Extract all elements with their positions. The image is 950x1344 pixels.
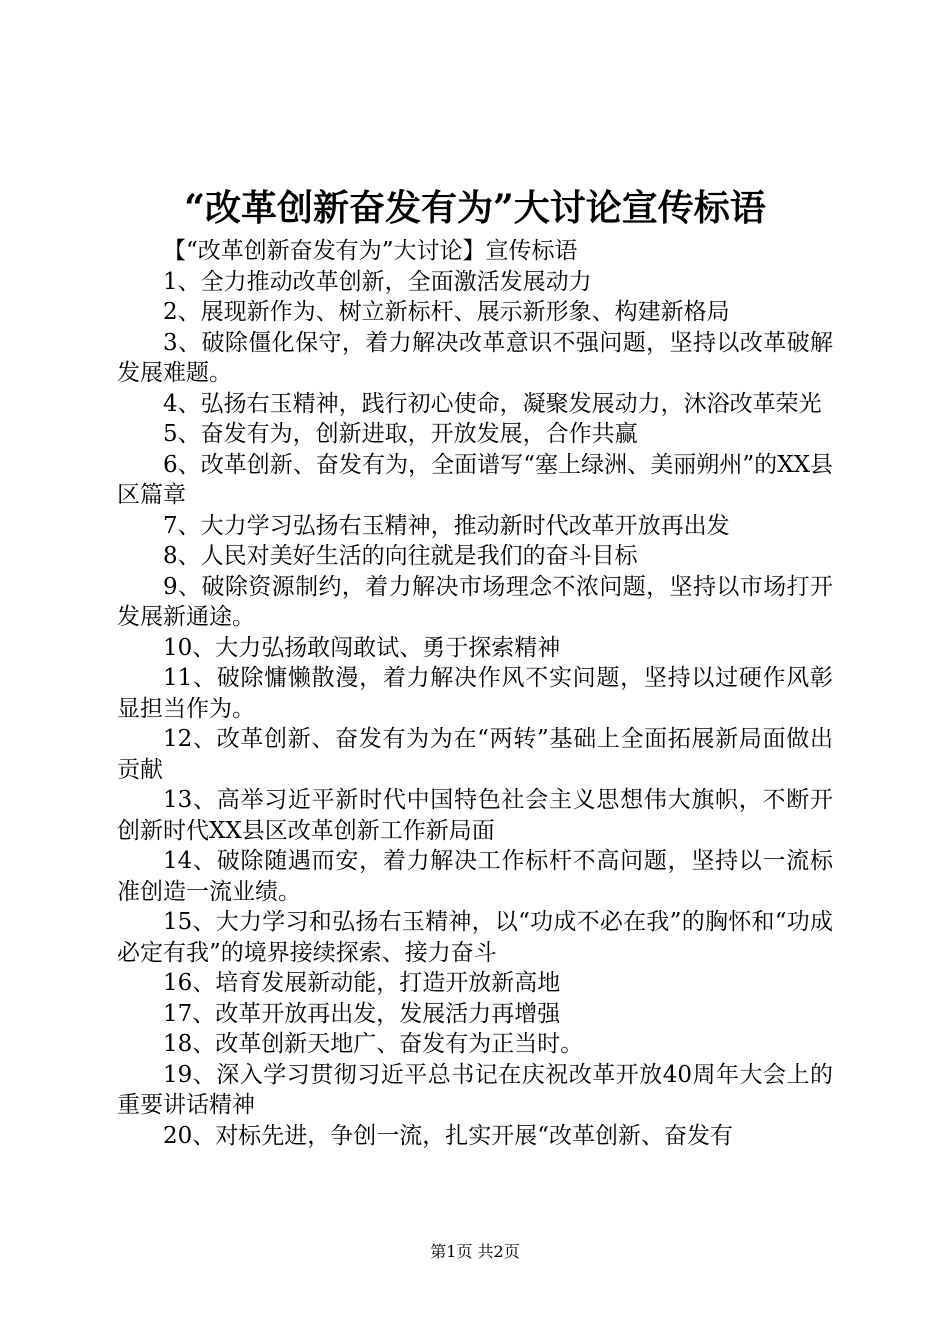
slogan-item: 9、破除资源制约，着力解决市场理念不浓问题，坚持以市场打开发展新通途。: [117, 573, 833, 630]
slogan-item: 1、全力推动改革创新，全面激活发展动力: [163, 268, 592, 295]
slogan-item: 13、高举习近平新时代中国特色社会主义思想伟大旗帜，不断开创新时代XX县区改革创新工作新局面: [117, 787, 833, 844]
slogan-item: 4、弘扬右玉精神，践行初心使命，凝聚发展动力，沐浴改革荣光: [163, 390, 822, 417]
document-title: “改革创新奋发有为”大讨论宣传标语: [184, 187, 766, 229]
slogan-item: 18、改革创新天地广、奋发有为正当时。: [163, 1031, 584, 1057]
slogan-item: 10、大力弘扬敢闯敢试、勇于探索精神: [163, 634, 561, 661]
slogan-item: 5、奋发有为，创新进取，开放发展，合作共赢: [163, 421, 638, 447]
slogan-item: 17、改革开放再出发，发展活力再增强: [163, 1000, 561, 1027]
slogan-item: 14、破除随遇而安，着力解决工作标杆不高问题，坚持以一流标准创造一流业绩。: [117, 848, 833, 905]
slogan-item: 2、展现新作为、树立新标杆、展示新形象、构建新格局: [163, 299, 730, 325]
slogan-item: 6、改革创新、奋发有为，全面谱写“塞上绿洲、美丽朔州”的XX县区篇章: [117, 451, 833, 508]
page-footer: 第1页 共2页: [430, 1242, 520, 1261]
slogan-item: 19、深入学习贯彻习近平总书记在庆祝改革开放40周年大会上的重要讲话精神: [117, 1061, 833, 1118]
paragraph-heading: 【“改革创新奋发有为”大讨论】宣传标语: [163, 238, 578, 264]
slogan-item: 8、人民对美好生活的向往就是我们的奋斗目标: [163, 543, 638, 569]
slogan-item: 16、培育发展新动能，打造开放新高地: [163, 970, 561, 996]
document-body: [117, 236, 833, 1151]
slogan-item: 11、破除慵懒散漫，着力解决作风不实问题，坚持以过硬作风彰显担当作为。: [117, 665, 833, 722]
slogan-item: 3、破除僵化保守，着力解决改革意识不强问题，坚持以改革破解发展难题。: [117, 329, 833, 386]
slogan-item: 7、大力学习弘扬右玉精神，推动新时代改革开放再出发: [163, 512, 730, 539]
slogan-item: 20、对标先进，争创一流，扎实开展“改革创新、奋发有: [163, 1122, 734, 1149]
slogan-item: 15、大力学习和弘扬右玉精神，以“功成不必在我”的胸怀和“功成必定有我”的境界接续探索、接力奋斗: [117, 909, 833, 966]
slogan-item: 12、改革创新、奋发有为为在“两转”基础上全面拓展新局面做出贡献: [117, 726, 833, 783]
